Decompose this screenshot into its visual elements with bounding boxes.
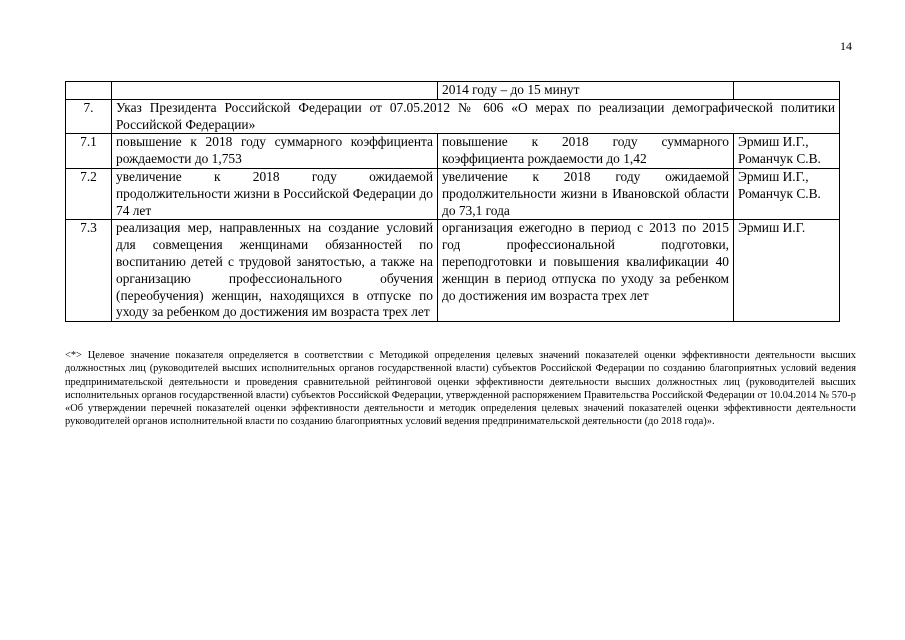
responsible-cell: Эрмиш И.Г. [734,220,840,322]
section-number: 7. [66,99,112,134]
row-number: 7.1 [66,134,112,169]
responsible-cell: Эрмиш И.Г., Романчук С.В. [734,134,840,169]
footnote: <*> Целевое значение показателя определяется в соответствии с Методикой определения целевых значений показателей оценки эффективности деятельности высших должностных лиц (руководителей высших исполнительных органов государственной власти) субъектов Российской Федерации по созданию благоприятных условий ведения предпринимательской деятельности и проведения сравнительной рейтинговой оценки эффективности деятельности высших должностных лиц (руководителей высших исполнительных органов государственной власти) субъектов Российской Федерации, утвержденной распоряжением Правительства Российской Федерации от 10.04.2014 № 570-р «Об утверждении перечней показателей оценки эффективности деятельности и методик определения целевых значений показателей оценки эффективности деятельности руководителей органов исполнительной власти по созданию благоприятных условий ведения предпринимательской деятельности (до 2018 года)». [65,350,856,428]
row-number: 7.2 [66,168,112,219]
regional-indicator-cell: 2014 году – до 15 минут [438,82,734,100]
federal-indicator-cell: повышение к 2018 году суммарного коэффициента рождаемости до 1,753 [112,134,438,169]
responsible-cell [734,82,840,100]
table-row [66,168,840,219]
targets-table [65,81,840,322]
table-row-continuation [66,82,840,100]
regional-indicator-cell: организация ежегодно в период с 2013 по 2015 год профессиональной подготовки, переподготовки и повышения квалификации 40 женщин в период отпуска по уходу за ребенком до достижения им возраста трех лет [438,220,734,322]
responsible-cell: Эрмиш И.Г., Романчук С.В. [734,168,840,219]
regional-indicator-cell: повышение к 2018 году суммарного коэффициента рождаемости до 1,42 [438,134,734,169]
table-row [66,134,840,169]
table-section-row [66,99,840,134]
section-title: Указ Президента Российской Федерации от 07.05.2012 № 606 «О мерах по реализации демографической политики Российской Федерации» [112,99,840,134]
regional-indicator-cell: увеличение к 2018 году ожидаемой продолжительности жизни в Ивановской области до 73,1 года [438,168,734,219]
federal-indicator-cell: реализация мер, направленных на создание условий для совмещения женщинами обязанностей по воспитанию детей с трудовой занятостью, а также на организацию профессионального обучения (переобучения) женщин, находящихся в отпуске по уходу за ребенком до достижения им возраста трех лет [112,220,438,322]
federal-indicator-cell: увеличение к 2018 году ожидаемой продолжительности жизни в Российской Федерации до 74 лет [112,168,438,219]
row-number [66,82,112,100]
table-row [66,220,840,322]
row-number: 7.3 [66,220,112,322]
page-number: 14 [840,39,852,53]
federal-indicator-cell [112,82,438,100]
